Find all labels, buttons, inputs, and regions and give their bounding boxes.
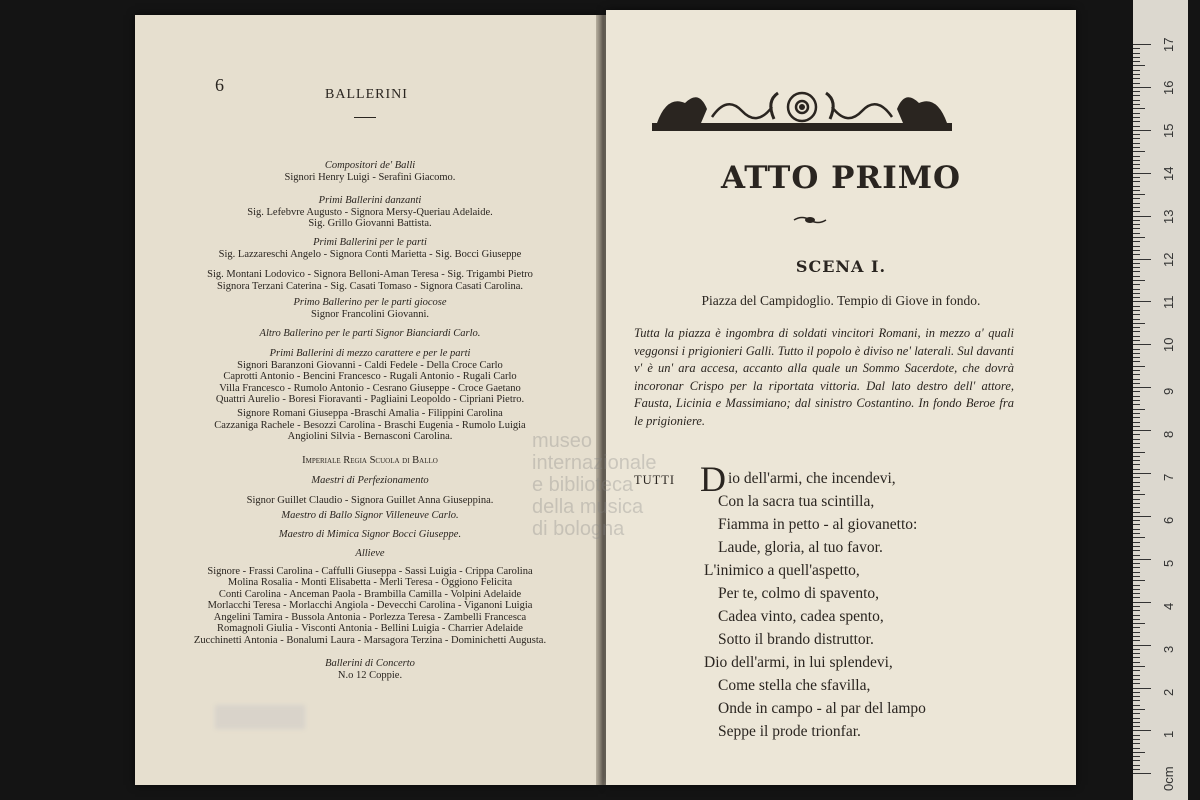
ruler-minor-tick [1133,756,1140,757]
section-line: Morlacchi Teresa - Morlacchi Angiola - Devecchi Carolina - Viganoni Luigia [207,600,533,611]
ruler-minor-tick [1133,293,1140,294]
ruler-minor-tick [1133,353,1140,354]
ruler-minor-tick [1133,297,1140,298]
ruler-minor-tick [1133,413,1140,414]
ruler-minor-tick [1133,722,1140,723]
ruler-label: 2 [1161,688,1176,696]
ruler-minor-tick [1133,65,1145,66]
section-compositori [165,160,575,183]
decorative-header-ornament [652,87,952,132]
ruler-minor-tick [1133,211,1140,212]
ruler-minor-tick [1133,370,1140,371]
ruler-label: 7 [1161,473,1176,481]
ruler-minor-tick [1133,121,1140,122]
ruler-minor-tick [1133,198,1140,199]
ruler-minor-tick [1133,361,1140,362]
section-line: Cazzaniga Rachele - Besozzi Carolina - Braschi Eugenia - Rumolo Luigia [214,419,526,431]
section-line: Signor Guillet Claudio - Signora Guillet Anna Giuseppina. [246,494,494,506]
verse-line: Con la sacra tua scintilla, [718,493,875,510]
ruler-minor-tick [1133,263,1140,264]
section-line: Angelini Tamira - Bussola Antonia - Porlezza Teresa - Zambelli Francesca [213,611,527,623]
ruler-major-tick [1133,559,1151,560]
ruler-minor-tick [1133,48,1140,49]
ruler-label: 15 [1161,123,1176,138]
ruler-minor-tick [1133,383,1140,384]
ruler-label: 1 [1161,731,1176,739]
ruler-minor-tick [1133,623,1145,624]
ruler-minor-tick [1133,323,1145,324]
ruler-minor-tick [1133,147,1140,148]
ruler-minor-tick [1133,366,1145,367]
ruler-minor-tick [1133,572,1140,573]
section-line: Signori Baranzoni Giovanni - Caldi Fedele - Della Croce Carlo [237,359,503,371]
ruler-minor-tick [1133,709,1145,710]
ruler-minor-tick [1133,589,1140,590]
ruler-minor-tick [1133,357,1140,358]
ruler-minor-tick [1133,666,1145,667]
ruler-minor-tick [1133,606,1140,607]
section-line: N.o 12 Coppie. [337,669,403,681]
ruler-minor-tick [1133,267,1140,268]
ruler-minor-tick [1133,576,1140,577]
ruler-minor-tick [1133,499,1140,500]
ruler-minor-tick [1133,507,1140,508]
section-maestro-ballo: Maestro di Ballo Signor Villeneuve Carlo. [281,510,459,521]
ruler-minor-tick [1133,546,1140,547]
section-heading: Primo Ballerino per le parti giocose [293,297,447,308]
ruler-minor-tick [1133,108,1145,109]
drop-cap: D [700,459,726,499]
ruler-minor-tick [1133,512,1140,513]
ruler-major-tick [1133,173,1151,174]
ruler-minor-tick [1133,670,1140,671]
ruler-major-tick [1133,430,1151,431]
ruler-minor-tick [1133,61,1140,62]
ruler-minor-tick [1133,735,1140,736]
ruler-label: 9 [1161,387,1176,396]
ruler-minor-tick [1133,113,1140,114]
ruler-minor-tick [1133,379,1140,380]
faded-stamp [215,705,305,729]
section-line: Signora Terzani Caterina - Sig. Casati Tomaso - Signora Casati Carolina. [216,280,524,292]
ruler-minor-tick [1133,752,1145,753]
ruler-minor-tick [1133,692,1140,693]
ruler-minor-tick [1133,246,1140,247]
section-line: Sig. Lefebvre Augusto - Signora Mersy-Queriau Adelaide. [247,206,493,218]
ruler-minor-tick [1133,700,1140,701]
ruler-minor-tick [1133,469,1140,470]
ruler-minor-tick [1133,194,1145,195]
ruler-minor-tick [1133,636,1140,637]
ruler-major-tick [1133,87,1151,88]
section-maestro-mimica: Maestro di Mimica Signor Bocci Giuseppe. [278,529,462,540]
ruler-minor-tick [1133,662,1140,663]
ruler-minor-tick [1133,409,1145,410]
ruler-minor-tick [1133,151,1145,152]
ruler-minor-tick [1133,319,1140,320]
ruler-label: 5 [1161,559,1176,567]
ruler-minor-tick [1133,743,1140,744]
ruler-minor-tick [1133,203,1140,204]
section-altro-ballerino: Altro Ballerino per le parti Signor Bianciardi Carlo. [259,328,481,339]
ruler-label: 12 [1161,252,1176,267]
section-heading: Primi Ballerini di mezzo carattere e per le parti [269,348,471,359]
section-primi-parti [165,237,575,292]
section-heading: Compositori de' Balli [324,160,416,171]
ruler-minor-tick [1133,705,1140,706]
section-line: Signore - Frassi Carolina - Caffulli Giuseppa - Sassi Luigia - Crippa Carolina [207,565,533,577]
section-line: Signori Henry Luigi - Serafini Giacomo. [284,171,456,183]
verse-line: Laude, gloria, al tuo favor. [718,539,883,556]
ruler-minor-tick [1133,452,1145,453]
ruler-major-tick [1133,516,1151,517]
ruler-minor-tick [1133,739,1140,740]
page-title: BALLERINI [325,87,408,102]
verse-line: Seppe il prode trionfar. [718,723,861,740]
ruler-minor-tick [1133,696,1140,697]
ruler-minor-tick [1133,477,1140,478]
ruler-minor-tick [1133,224,1140,225]
ruler-minor-tick [1133,482,1140,483]
ruler-minor-tick [1133,250,1140,251]
ruler-minor-tick [1133,83,1140,84]
ruler-minor-tick [1133,490,1140,491]
section-heading: Ballerini di Concerto [325,658,415,669]
ruler-minor-tick [1133,340,1140,341]
right-page [606,10,1076,785]
section-primo-giocose [165,297,575,320]
ruler-major-tick [1133,730,1151,731]
ruler-minor-tick [1133,765,1140,766]
ruler-major-tick [1133,773,1151,774]
verse-line: Sotto il brando distruttor. [718,631,874,648]
ruler-minor-tick [1133,524,1140,525]
section-line: Conti Carolina - Anceman Paola - Brambilla Camilla - Volpini Adelaide [218,588,522,600]
section-line: Sig. Lazzareschi Angelo - Signora Conti Marietta - Sig. Bocci Giuseppe [218,248,522,260]
ruler-minor-tick [1133,164,1140,165]
ruler-minor-tick [1133,619,1140,620]
section-line: Sig. Grillo Giovanni Battista. [308,218,432,229]
ruler-minor-tick [1133,134,1140,135]
ruler-minor-tick [1133,117,1140,118]
ruler-major-tick [1133,602,1151,603]
ruler-minor-tick [1133,254,1140,255]
ruler-label: 16 [1161,80,1176,95]
section-heading: Maestri di Perfezionamento [311,475,429,486]
scene-setting: Piazza del Campidoglio. Tempio di Giove in fondo. [701,293,981,308]
ruler-minor-tick [1133,57,1140,58]
ruler-minor-tick [1133,241,1140,242]
ruler-minor-tick [1133,276,1140,277]
ruler-minor-tick [1133,349,1140,350]
ruler-minor-tick [1133,104,1140,105]
ruler-minor-tick [1133,494,1145,495]
section-line: Sig. Montani Lodovico - Signora Belloni-Aman Teresa - Sig. Trigambi Pietro [207,269,533,280]
ruler-minor-tick [1133,434,1140,435]
ruler-minor-tick [1133,177,1140,178]
small-ornament [792,215,828,225]
ruler-minor-tick [1133,95,1140,96]
verse-line: Onde in campo - al par del lampo [718,700,926,717]
ruler-minor-tick [1133,563,1140,564]
ruler-label: 6 [1161,516,1176,524]
act-title: ATTO PRIMO [720,160,962,196]
ruler-minor-tick [1133,422,1140,423]
ruler-minor-tick [1133,456,1140,457]
ruler-minor-tick [1133,760,1140,761]
page-number: 6 [215,75,224,95]
ruler-minor-tick [1133,503,1140,504]
ruler-minor-tick [1133,271,1140,272]
ruler-major-tick [1133,130,1151,131]
title-rule [354,117,376,118]
ruler-minor-tick [1133,156,1140,157]
ruler-minor-tick [1133,426,1140,427]
ruler-minor-tick [1133,280,1145,281]
ruler-minor-tick [1133,683,1140,684]
ruler-label: 14 [1161,166,1176,181]
ruler-minor-tick [1133,186,1140,187]
section-concerto [165,658,575,681]
ruler-major-tick [1133,216,1151,217]
verse-line: L'inimico a quell'aspetto, [704,562,860,579]
ruler-minor-tick [1133,306,1140,307]
measurement-ruler [1133,0,1188,800]
ruler-minor-tick [1133,657,1140,658]
ruler-minor-tick [1133,91,1140,92]
section-heading: Allieve [355,548,385,559]
ruler-label: 4 [1161,602,1176,610]
ruler-minor-tick [1133,70,1140,71]
ruler-minor-tick [1133,610,1140,611]
ruler-major-tick [1133,344,1151,345]
section-scuola: Imperiale Regia Scuola di Ballo [302,455,438,466]
ruler-minor-tick [1133,555,1140,556]
ruler-minor-tick [1133,447,1140,448]
ruler-major-tick [1133,688,1151,689]
ruler-minor-tick [1133,615,1140,616]
section-line: Caprotti Antonio - Bencini Francesco - Rugali Antonio - Rugali Carlo [223,371,517,382]
ruler-label: 17 [1161,37,1176,52]
ruler-minor-tick [1133,533,1140,534]
ruler-label: 3 [1161,645,1176,653]
ruler-minor-tick [1133,78,1140,79]
ruler-minor-tick [1133,289,1140,290]
ruler-minor-tick [1133,181,1140,182]
section-heading: Primi Ballerini per le parti [313,237,427,248]
ruler-minor-tick [1133,314,1140,315]
ruler-minor-tick [1133,520,1140,521]
ruler-minor-tick [1133,143,1140,144]
ruler-label: 13 [1161,209,1176,224]
verse-line: Dio dell'armi, in lui splendevi, [704,654,893,671]
section-allieve [165,548,575,646]
ruler-minor-tick [1133,597,1140,598]
ruler-minor-tick [1133,190,1140,191]
ruler-minor-tick [1133,391,1140,392]
ruler-major-tick [1133,301,1151,302]
ruler-label: 10 [1161,337,1176,353]
ruler-minor-tick [1133,207,1140,208]
section-heading: Primi Ballerini danzanti [318,195,422,206]
ruler-minor-tick [1133,336,1140,337]
stage-direction: Tutta la piazza è ingombra di soldati vincitori Romani, in mezzo a' quali veggonsi i prigionieri Galli. Tutto il popolo è diviso ne' laterali. Sul davanti v' è un' ara accesa, accanto alla quale un Sommo Sacerdote, che dovrà incoronar Crispo per la riportata vittoria. Dal lato destro dell' attore, Fausta, Licinia e Massimiano; dal sinistro Costantino. In fondo Beroe fra le prigioniere. [634,326,1014,428]
ruler-minor-tick [1133,769,1140,770]
ruler-minor-tick [1133,748,1140,749]
ruler-minor-tick [1133,640,1140,641]
ruler-major-tick [1133,473,1151,474]
section-signore [165,408,575,443]
ruler-minor-tick [1133,460,1140,461]
section-line: Angiolini Silvia - Bernasconi Carolina. [287,431,453,442]
ruler-major-tick [1133,44,1151,45]
section-line: Molina Rosalia - Monti Elisabetta - Merli Teresa - Oggiono Felicita [227,577,513,588]
ruler-label: 8 [1161,430,1176,439]
ruler-minor-tick [1133,400,1140,401]
section-mezzo-carattere [165,348,575,406]
speaker-label: TUTTI [634,473,676,487]
ruler-label: 11 [1161,295,1176,310]
ruler-minor-tick [1133,593,1140,594]
left-page [135,15,598,785]
verse-line: Cadea vinto, cadea spento, [718,608,884,625]
ruler-minor-tick [1133,726,1140,727]
ruler-minor-tick [1133,74,1140,75]
section-maestri [165,475,575,506]
section-line: Zucchinetti Antonia - Bonalumi Laura - Marsagora Terzina - Dominichetti Augusta. [193,634,547,646]
ruler-minor-tick [1133,675,1140,676]
ruler-minor-tick [1133,443,1140,444]
ruler-minor-tick [1133,649,1140,650]
ruler-minor-tick [1133,126,1140,127]
ruler-minor-tick [1133,237,1145,238]
ruler-minor-tick [1133,331,1140,332]
ruler-minor-tick [1133,284,1140,285]
ruler-minor-tick [1133,627,1140,628]
ruler-minor-tick [1133,529,1140,530]
ruler-major-tick [1133,645,1151,646]
ruler-minor-tick [1133,310,1140,311]
ruler-minor-tick [1133,138,1140,139]
ruler-minor-tick [1133,374,1140,375]
ruler-minor-tick [1133,486,1140,487]
spacer [165,260,575,269]
ruler-minor-tick [1133,327,1140,328]
section-primi-danzanti [165,195,575,230]
ruler-minor-tick [1133,168,1140,169]
ruler-minor-tick [1133,228,1140,229]
ruler-minor-tick [1133,567,1140,568]
section-line: Romagnoli Giulia - Visconti Antonia - Bellini Luigia - Charrier Adelaide [217,623,523,634]
ruler-minor-tick [1133,653,1140,654]
ruler-major-tick [1133,387,1151,388]
section-line: Signore Romani Giuseppa -Braschi Amalia - Filippini Carolina [237,408,503,419]
ruler-label: 0cm [1161,766,1176,792]
ruler-minor-tick [1133,53,1140,54]
museum-watermark: museo internazionale e biblioteca della musica di bologna [532,430,657,540]
verse-line: Come stella che sfavilla, [718,677,871,694]
ruler-minor-tick [1133,542,1140,543]
ruler-minor-tick [1133,718,1140,719]
ruler-minor-tick [1133,233,1140,234]
ruler-minor-tick [1133,417,1140,418]
ruler-minor-tick [1133,632,1140,633]
ruler-minor-tick [1133,580,1145,581]
ruler-minor-tick [1133,679,1140,680]
ruler-minor-tick [1133,160,1140,161]
ruler-minor-tick [1133,404,1140,405]
ruler-major-tick [1133,259,1151,260]
ruler-minor-tick [1133,713,1140,714]
ruler-minor-tick [1133,585,1140,586]
verse-line: io dell'armi, che incendevi, [728,470,896,487]
ruler-minor-tick [1133,464,1140,465]
ruler-minor-tick [1133,100,1140,101]
section-line: Quattri Aurelio - Boresi Fioravanti - Pagliaini Leopoldo - Cipriani Pietro. [215,394,525,405]
ruler-minor-tick [1133,439,1140,440]
verse-line: Per te, colmo di spavento, [718,585,879,602]
ruler-minor-tick [1133,396,1140,397]
verse-line: Fiamma in petto - al giovanetto: [718,516,918,533]
scene-title: SCENA I. [795,257,887,276]
ruler-minor-tick [1133,220,1140,221]
ruler-minor-tick [1133,537,1145,538]
section-line: Villa Francesco - Rumolo Antonio - Cesrano Giuseppe - Croce Gaetano [219,382,521,394]
ruler-minor-tick [1133,550,1140,551]
section-line: Signor Francolini Giovanni. [310,308,430,320]
